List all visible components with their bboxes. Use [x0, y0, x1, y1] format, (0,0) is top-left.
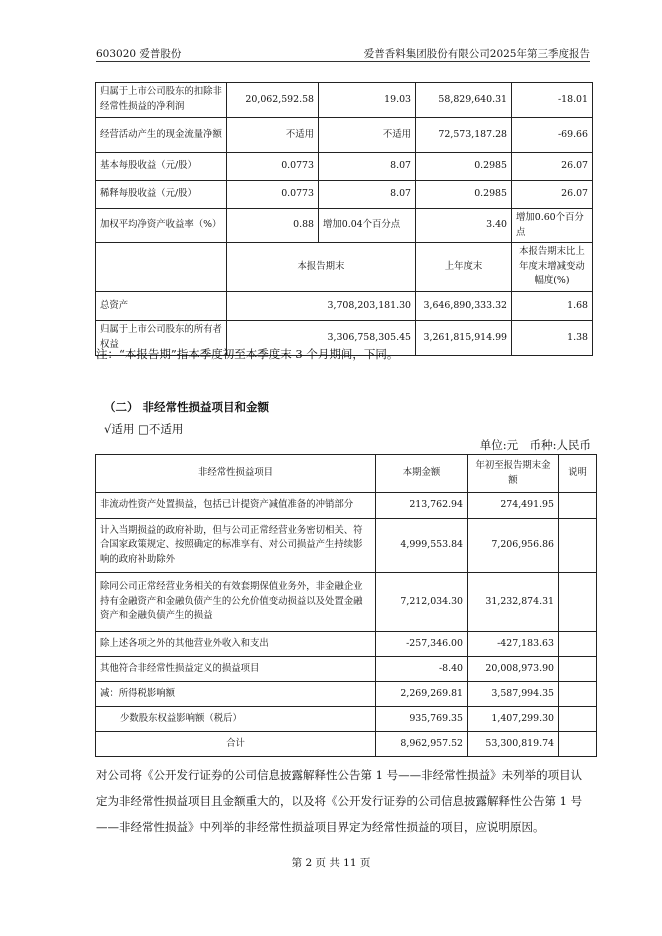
table-cell: [559, 519, 597, 573]
table-cell: 19.03: [319, 83, 416, 118]
empty-cell: [96, 243, 227, 292]
table-cell: 7,212,034.30: [376, 573, 468, 632]
column-header: 本报告期末: [227, 243, 416, 292]
table-cell: 8.07: [319, 153, 416, 181]
table-row: [96, 291, 593, 320]
row-label: 归属于上市公司股东的扣除非经常性损益的净利润: [96, 83, 227, 118]
applicability-checkbox: √适用 □不适用: [104, 422, 184, 436]
table-cell: -69.66: [512, 118, 593, 153]
table-cell: 不适用: [319, 118, 416, 153]
table-header-row: [96, 243, 593, 292]
table-cell: 58,829,640.31: [416, 83, 512, 118]
row-label: 非流动性资产处置损益，包括已计提资产减值准备的冲销部分: [96, 493, 376, 519]
table-cell: 0.88: [227, 209, 319, 243]
row-label: 基本每股收益（元/股）: [96, 153, 227, 181]
table-cell: 7,206,956.86: [468, 519, 559, 573]
table-cell: 不适用: [227, 118, 319, 153]
column-header: 非经常性损益项目: [96, 455, 376, 493]
key-financial-data-table: [95, 82, 593, 356]
row-label: 总资产: [96, 291, 227, 320]
table-cell: [559, 657, 597, 682]
table-cell: 3,587,994.35: [468, 682, 559, 707]
table-cell: 20,008,973.90: [468, 657, 559, 682]
table-row: [96, 493, 597, 519]
table-cell: 增加0.04个百分点: [319, 209, 416, 243]
table-header-row: [96, 455, 597, 493]
table-row: [96, 118, 593, 153]
table-cell: 1.68: [512, 291, 593, 320]
row-label: 除同公司正常经营业务相关的有效套期保值业务外，非金融企业持有金融资产和金融负债产生的公允价值变动损益以及处置金融资产和金融负债产生的损益: [96, 573, 376, 632]
report-period-note: 注：“本报告期”指本季度初至本季度末 3 个月期间，下同。: [96, 347, 399, 361]
table-cell: 0.2985: [416, 181, 512, 209]
table-cell: -427,183.63: [468, 632, 559, 657]
table-cell: 增加0.60个百分点: [512, 209, 593, 243]
section-title: （二） 非经常性损益项目和金额: [104, 400, 270, 414]
table-cell: 8.07: [319, 181, 416, 209]
table-cell: 213,762.94: [376, 493, 468, 519]
page-header: [96, 44, 590, 62]
table-cell: 3,306,758,305.45: [227, 320, 416, 355]
table-cell: 1.38: [512, 320, 593, 355]
column-header: 本期金额: [376, 455, 468, 493]
table-cell: 31,232,874.31: [468, 573, 559, 632]
column-header: 本报告期末比上年度末增减变动幅度(%): [512, 243, 593, 292]
table-row: [96, 682, 597, 707]
table-row: [96, 707, 597, 732]
table-cell: 1,407,299.30: [468, 707, 559, 732]
table-cell: 26.07: [512, 153, 593, 181]
row-label: 合计: [96, 732, 376, 757]
explanation-paragraph: 对公司将《公开发行证券的公司信息披露解释性公告第 1 号——非经常性损益》未列举的项目认定为非经常性损益项目且金额重大的，以及将《公开发行证券的公司信息披露解释性公告第 1 号——非经常性损益》中列举的非经常性损益项目界定为经常性损益的项目，应说明原因。: [96, 768, 583, 834]
row-label: 计入当期损益的政府补助，但与公司正常经营业务密切相关、符合国家政策规定、按照确定的标准享有、对公司损益产生持续影响的政府补助除外: [96, 519, 376, 573]
table-cell: 274,491.95: [468, 493, 559, 519]
row-label: 稀释每股收益（元/股）: [96, 181, 227, 209]
non-recurring-items-table: [95, 454, 597, 757]
table-cell: -8.40: [376, 657, 468, 682]
table-row: [96, 519, 597, 573]
table-cell: 53,300,819.74: [468, 732, 559, 757]
table-cell: [559, 707, 597, 732]
table-cell: [559, 573, 597, 632]
row-label: 少数股东权益影响额（税后）: [96, 707, 376, 732]
row-label: 除上述各项之外的其他营业外收入和支出: [96, 632, 376, 657]
table-cell: 3,261,815,914.99: [416, 320, 512, 355]
table-cell: [559, 493, 597, 519]
table-cell: 3.40: [416, 209, 512, 243]
table-cell: 3,708,203,181.30: [227, 291, 416, 320]
row-label: 减：所得税影响额: [96, 682, 376, 707]
table-cell: [559, 632, 597, 657]
table-cell: 0.2985: [416, 153, 512, 181]
table-row: [96, 632, 597, 657]
table-cell: 26.07: [512, 181, 593, 209]
table-row: [96, 657, 597, 682]
table-row: [96, 573, 597, 632]
currency-unit: 单位:元 币种:人民币: [479, 438, 591, 452]
header-stock-code: 603020 爱普股份: [96, 48, 182, 60]
table-cell: 935,769.35: [376, 707, 468, 732]
table-row: [96, 153, 593, 181]
table-row: [96, 209, 593, 243]
table-cell: 4,999,553.84: [376, 519, 468, 573]
table-cell: 2,269,269.81: [376, 682, 468, 707]
table-cell: 20,062,592.58: [227, 83, 319, 118]
table-cell: [559, 682, 597, 707]
table-cell: 72,573,187.28: [416, 118, 512, 153]
table-total-row: [96, 732, 597, 757]
table-cell: -18.01: [512, 83, 593, 118]
table-cell: 0.0773: [227, 181, 319, 209]
row-label: 加权平均净资产收益率（%）: [96, 209, 227, 243]
table-cell: 0.0773: [227, 153, 319, 181]
column-header: 年初至报告期末金额: [468, 455, 559, 493]
row-label: 归属于上市公司股东的所有者权益: [96, 320, 227, 355]
table-cell: 3,646,890,333.32: [416, 291, 512, 320]
row-label: 其他符合非经常性损益定义的损益项目: [96, 657, 376, 682]
table-row: [96, 83, 593, 118]
header-report-title: 爱普香料集团股份有限公司2025年第三季度报告: [363, 48, 590, 60]
row-label: 经营活动产生的现金流量净额: [96, 118, 227, 153]
table-cell: [559, 732, 597, 757]
table-cell: -257,346.00: [376, 632, 468, 657]
table-row: [96, 181, 593, 209]
column-header: 说明: [559, 455, 597, 493]
table-cell: 8,962,957.52: [376, 732, 468, 757]
page-number: 第 2 页 共 11 页: [291, 857, 371, 869]
column-header: 上年度末: [416, 243, 512, 292]
